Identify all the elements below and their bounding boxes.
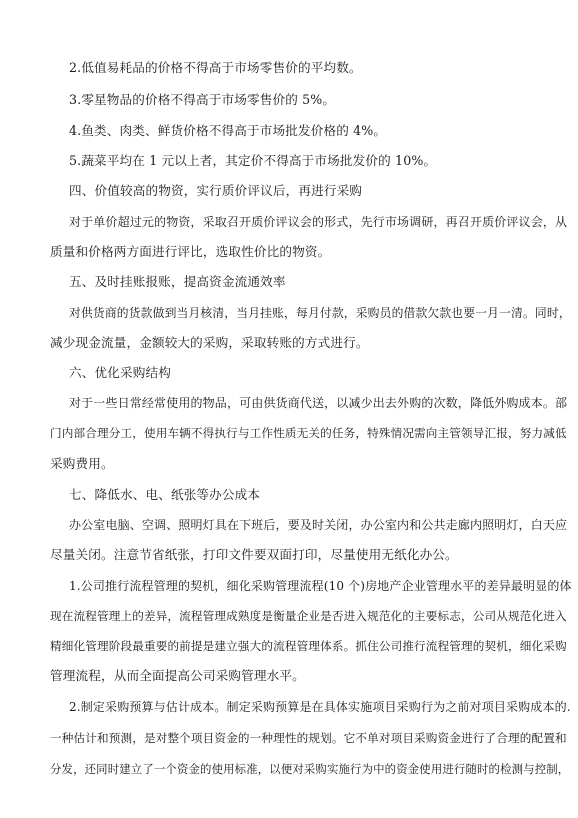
paragraph-line: 对于一些日常经常使用的物品，可由供货商代送，以减少出去外购的次数，降低外购成本。部	[69, 396, 568, 410]
paragraph-line: 现在流程管理上的差异，流程管理成熟度是衡量企业是否进入规范化的主要标志，公司从规范化进入	[50, 609, 567, 623]
paragraph-line: 对供货商的货款做到当月核清，当月挂账，每月付款，采购员的借款欠款也要一月一清。同时，	[69, 306, 571, 320]
paragraph-line: 2.低值易耗品的价格不得高于市场零售价的平均数。	[69, 60, 362, 75]
paragraph-line: 4.鱼类、肉类、鲜货价格不得高于市场批发价格的 4%。	[69, 123, 387, 138]
section-heading: 五、及时挂账报账，提高资金流通效率	[69, 274, 286, 289]
paragraph-line: 5.蔬菜平均在 1 元以上者，其定价不得高于市场批发价的 10%。	[69, 153, 437, 168]
section-heading: 四、价值较高的物资，实行质价评议后，再进行采购	[69, 183, 363, 198]
paragraph-line: 减少现金流量，金额较大的采购，采取转账的方式进行。	[50, 335, 369, 350]
paragraph-line: 分发，还同时建立了一个资金的使用标准，以便对采购实施行为中的资金使用进行随时的检测与控制，	[50, 762, 570, 776]
section-heading: 七、降低水、电、纸张等办公成本	[69, 487, 261, 502]
paragraph-line: 门内部合理分工，使用车辆不得执行与工作性质无关的任务，特殊情况需向主管领导汇报，努力减低	[50, 426, 567, 440]
paragraph-line: 质量和价格两方面进行评比，选取性价比的物资。	[50, 244, 331, 259]
paragraph-line: 管理流程，从而全面提高公司采购管理水平。	[50, 668, 305, 683]
paragraph-line: 对于单价超过元的物资，采取召开质价评议会的形式，先行市场调研，再召开质价评议会，从	[69, 215, 568, 229]
paragraph-line: 办公室电脑、空调、照明灯具在下班后，要及时关闭，办公室内和公共走廊内照明灯，白天应	[69, 518, 568, 532]
paragraph-line: 尽量关闭。注意节省纸张，打印文件要双面打印，尽量使用无纸化办公。	[50, 547, 458, 562]
paragraph-line: 1.公司推行流程管理的契机，细化采购管理流程(10 个)房地产企业管理水平的差异最明显的体	[69, 579, 572, 593]
paragraph-line: 一种估计和预测，是对整个项目资金的一种理性的规划。它不单对项目采购资金进行了合理的配置和	[50, 731, 567, 745]
paragraph-line: 采购费用。	[50, 456, 114, 471]
paragraph-line: 2.制定采购预算与估计成本。制定采购预算是在具体实施项目采购行为之前对项目采购成本的.	[69, 700, 571, 714]
paragraph-line: 3.零星物品的价格不得高于市场零售价的 5%。	[69, 92, 336, 107]
paragraph-line: 精细化管理阶段最重要的前提是建立强大的流程管理体系。抓住公司推行流程管理的契机，细化采购	[50, 639, 567, 653]
section-heading: 六、优化采购结构	[69, 365, 171, 380]
